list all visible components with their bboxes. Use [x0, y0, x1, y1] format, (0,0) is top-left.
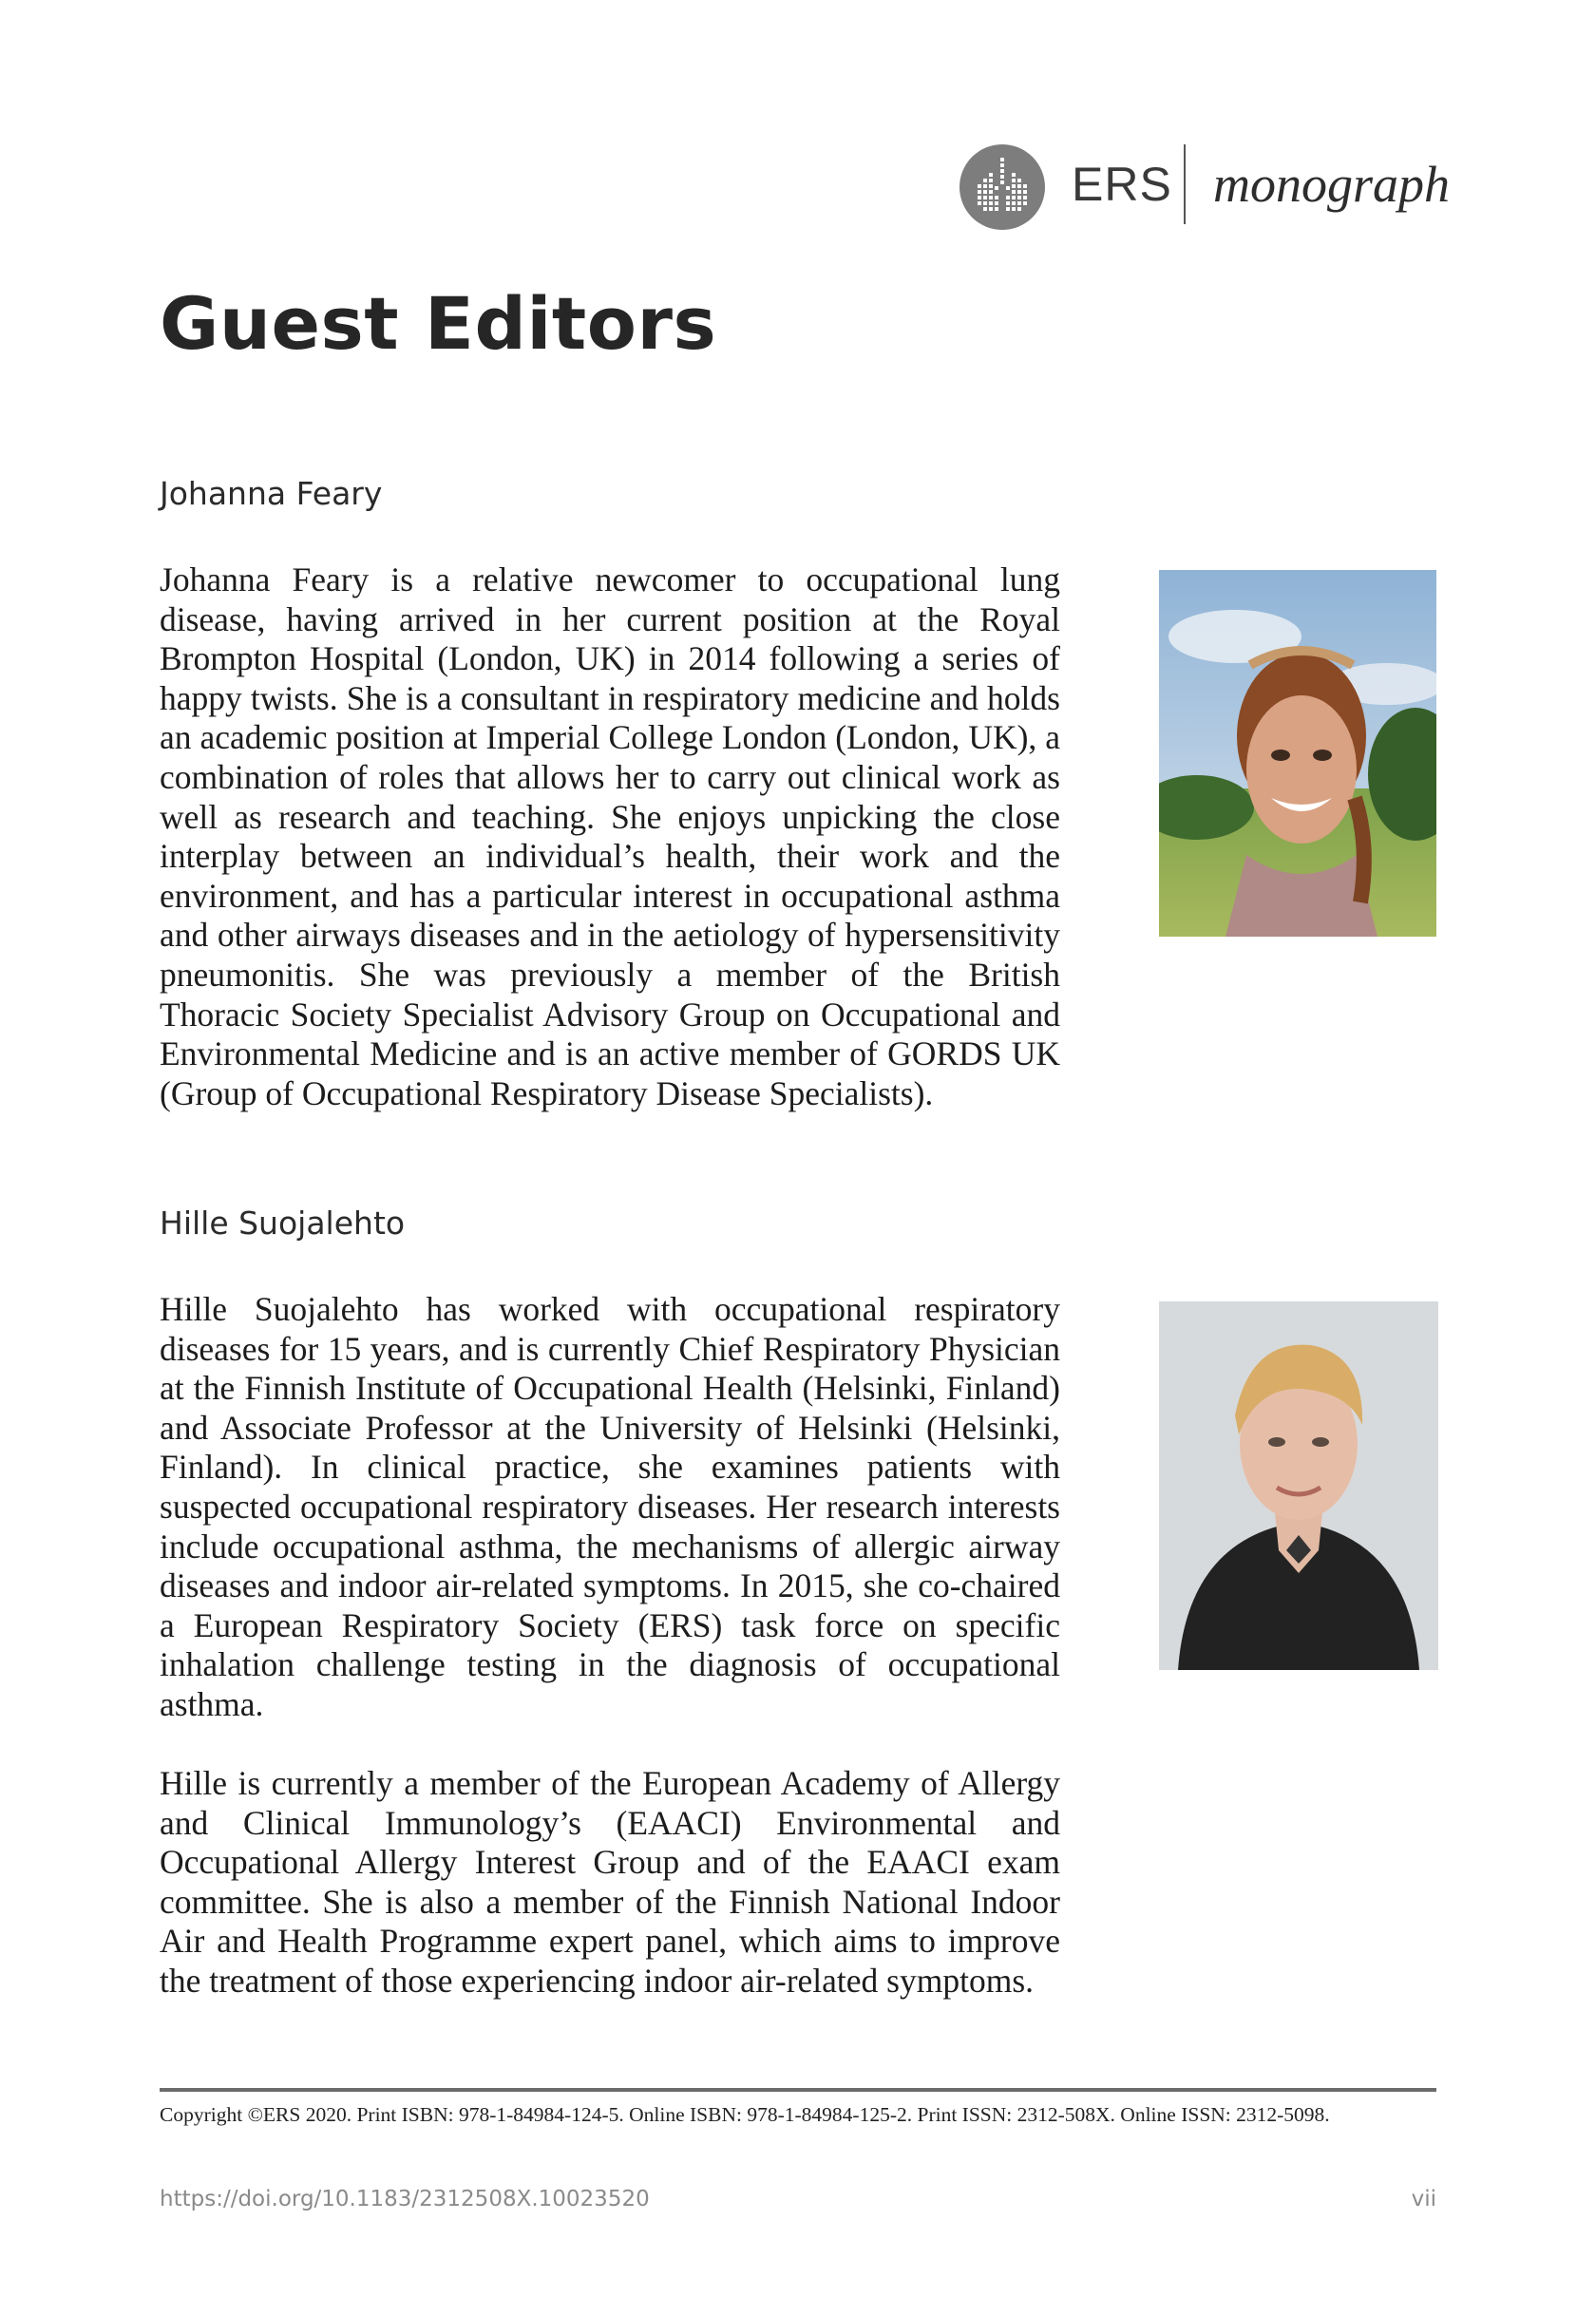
editor-bio-hille-suojalehto-continued: Hille is currently a member of the European Academy of Allergy and Clinical Immunology’s (EAACI) Environmental and Occupational Allergy Interest Group and of the EAACI exam committee. She is also a member of the Finnish National Indoor Air and Health Programme expert panel, which aims to improve the treatment of those experiencing indoor air-related symptoms. [160, 1764, 1060, 2000]
footer-rule [160, 2088, 1436, 2092]
page-title: Guest Editors [160, 281, 717, 366]
page-number: vii [1411, 2187, 1436, 2211]
editor-name-johanna-feary: Johanna Feary [160, 475, 383, 512]
logo-monograph-text: monograph [1213, 156, 1451, 213]
editor-bio-hille-suojalehto: Hille Suojalehto has worked with occupational respiratory diseases for 15 years, and is currently Chief Respiratory Physician at the Finnish Institute of Occupational Health (Helsinki, Finland) and Associate Professor at the University of Helsinki (Helsinki, Finland). In clinical practice, she examines patients with suspected occupational respiratory diseases. Her research interests include occupational asthma, the mechanisms of allergic airway diseases and indoor air-related symptoms. In 2015, she co-chaired a European Respiratory Society (ERS) task force on specific inhalation challenge testing in the diagnosis of occupational asthma. [160, 1290, 1060, 1723]
editor-photo-hille-suojalehto [1159, 1301, 1438, 1670]
editor-photo-johanna-feary [1159, 570, 1436, 937]
logo-ers-text: ERS [1072, 158, 1172, 211]
lungs-icon [960, 144, 1045, 230]
doi-link[interactable]: https://doi.org/10.1183/2312508X.10023520 [160, 2187, 650, 2211]
logo-divider [1184, 144, 1186, 224]
copyright-notice: Copyright ©ERS 2020. Print ISBN: 978-1-84984-124-5. Online ISBN: 978-1-84984-125-2. Print ISSN: 2312-508X. Online ISSN: 2312-5098. [160, 2103, 1330, 2126]
ers-monograph-logo [960, 144, 1451, 232]
editor-bio-johanna-feary: Johanna Feary is a relative newcomer to occupational lung disease, having arrived in her current position at the Royal Brompton Hospital (London, UK) in 2014 following a series of happy twists. She is a consultant in respiratory medicine and holds an academic position at Imperial College London (London, UK), a combination of roles that allows her to carry out clinical work as well as research and teaching. She enjoys unpicking the close interplay between an individual’s health, their work and the environment, and has a particular interest in occupational asthma and other airways diseases and in the aetiology of hypersensitivity pneumonitis. She was previously a member of the British Thoracic Society Specialist Advisory Group on Occupational and Environmental Medicine and is an active member of GORDS UK (Group of Occupational Respiratory Disease Specialists). [160, 560, 1060, 1112]
editor-name-hille-suojalehto: Hille Suojalehto [160, 1205, 406, 1242]
